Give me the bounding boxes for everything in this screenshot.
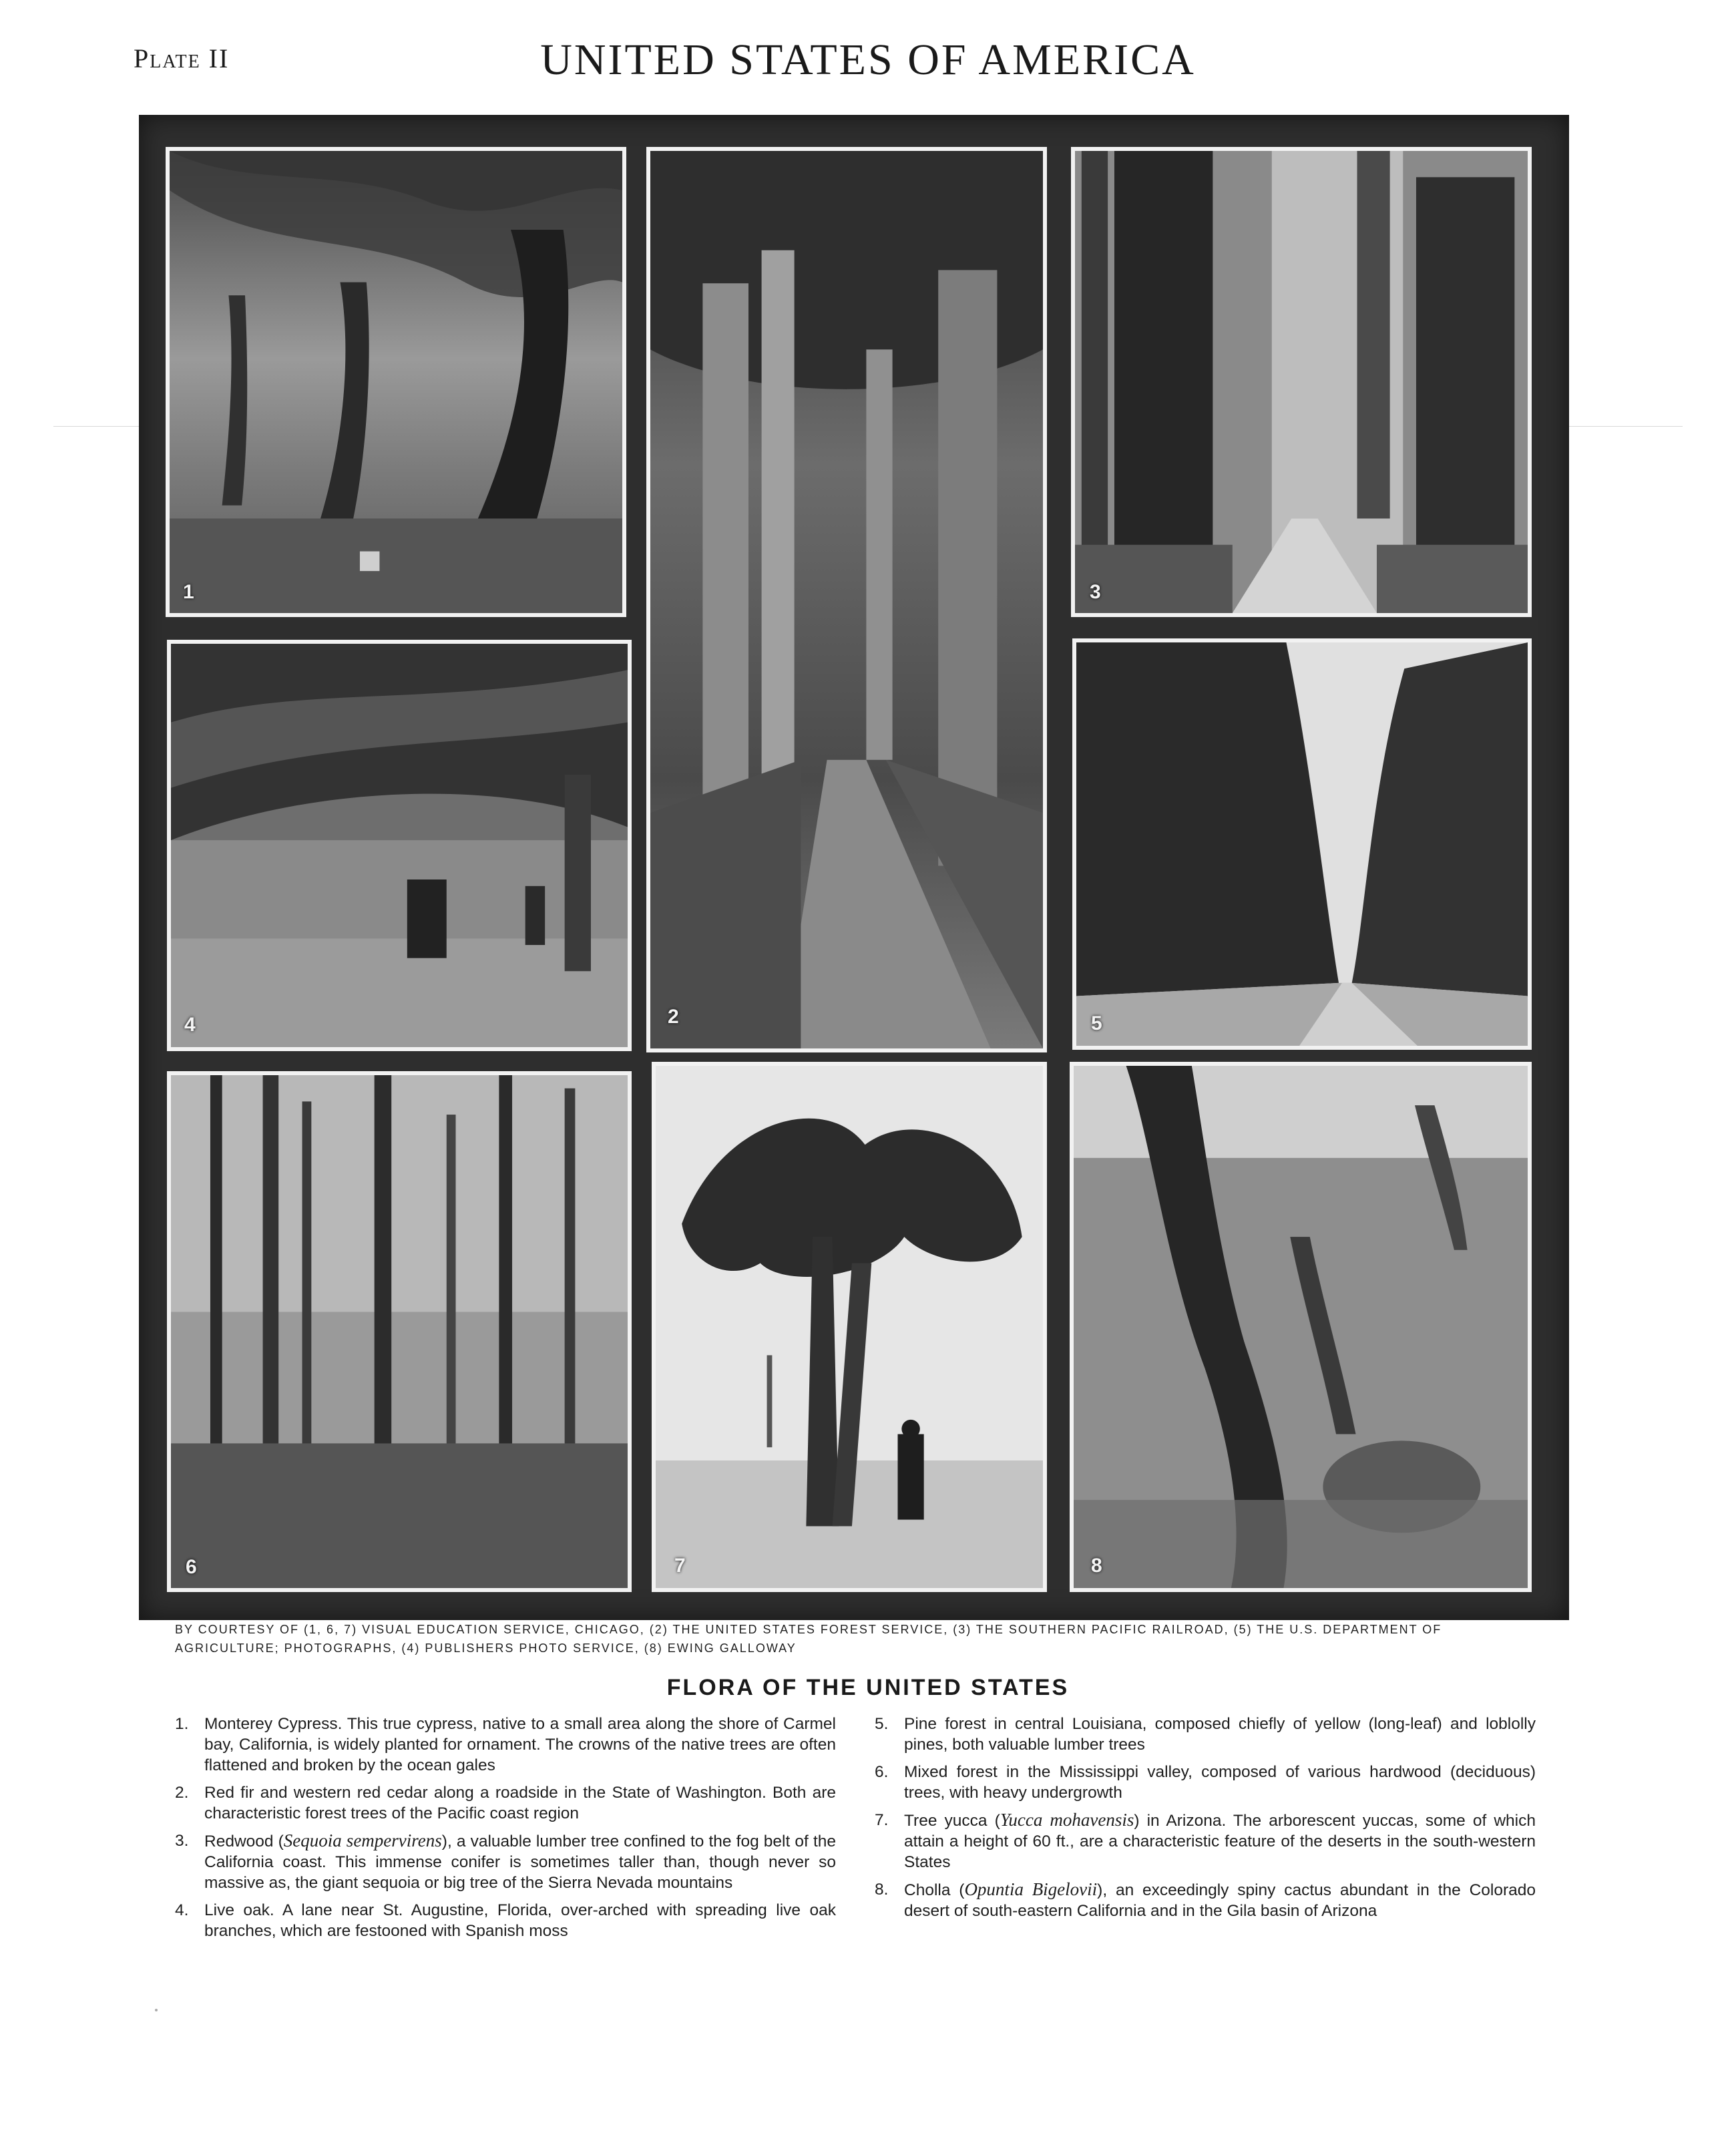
caption-text: Pine forest in central Louisiana, composed chiefly of yellow (long-leaf) and loblolly pines, both valuable lumber trees [904,1715,1536,1754]
photo-1-image [170,151,622,613]
photo-7-number: 7 [674,1555,686,1577]
caption-text: Red fir and western red cedar along a roadside in the State of Washington. Both are characteristic forest trees of the Pacific coast region [204,1784,836,1822]
caption-text-post: ), a valuable lumber tree confined to the fog belt of the California coast. This immense conifer is sometimes taller than, though never so massive as, the giant sequoia or big tree of the Sierra Nevada mountains [204,1832,837,1892]
photo-6-image [171,1075,628,1588]
photo-2-red-fir-cedar [646,147,1047,1052]
photo-credits: BY COURTESY OF (1, 6, 7) VISUAL EDUCATION SERVICE, CHICAGO, (2) THE UNITED STATES FOREST SERVICE, (3) THE SOUTHERN PACIFIC RAILROAD, (5) THE U.S. DEPARTMENT OF AGRICULTURE; PHOTOGRAPHS, (4) PUBLISHERS PHOTO SERVICE, (8) EWING GALLOWAY [175,1623,1442,1655]
caption-number: 6. [875,1763,889,1781]
caption-text-post: ), an exceedingly spiny cactus abundant in the Colorado desert of south-eastern California and in the Gila basin of Arizona [904,1881,1536,1920]
caption-number: 2. [175,1784,189,1802]
scan-speck [155,2009,158,2011]
caption-number: 4. [175,1901,189,1919]
caption-text-pre: Tree yucca ( [904,1812,1000,1830]
photo-1-monterey-cypress [166,147,626,617]
photo-5-number: 5 [1091,1012,1102,1034]
caption-text: Monterey Cypress. This true cypress, native to a small area along the shore of Carmel bay, California, is widely planted for ornament. The crowns of the native trees are often flattened and broken by the ocean gales [204,1715,836,1774]
caption-number: 7. [875,1811,889,1829]
photo-4-number: 4 [184,1014,196,1036]
caption-text-pre: Redwood ( [204,1832,284,1850]
photo-plate [139,115,1569,1620]
caption-item [875,1762,1536,1803]
photo-6-number: 6 [186,1556,197,1578]
caption-title: FLORA OF THE UNITED STATES [666,1675,1070,1700]
photo-3-image [1075,151,1528,613]
caption-species-name: Sequoia sempervirens [283,1830,442,1850]
caption-text: Mixed forest in the Mississippi valley, composed of various hardwood (deciduous) trees, with heavy undergrowth [904,1763,1536,1802]
caption-text-pre: Cholla ( [904,1881,965,1899]
caption-item [875,1810,1536,1873]
photo-7-image [656,1066,1043,1588]
photo-4-image [171,644,628,1047]
photo-2-number: 2 [668,1006,679,1028]
photo-5-image [1076,642,1528,1046]
photo-4-live-oak [167,640,632,1051]
caption-species-name: Opuntia Bigelovii [964,1879,1098,1899]
caption-number: 5. [875,1715,889,1733]
photo-3-redwood [1071,147,1532,617]
caption-species-name: Yucca mohavensis [1000,1810,1134,1830]
caption-number: 3. [175,1832,189,1850]
photo-6-mixed-forest [167,1071,632,1592]
captions-left-column [175,1714,836,1948]
photo-3-number: 3 [1090,581,1101,603]
caption-item [175,1830,836,1893]
caption-number: 8. [875,1881,889,1899]
page-title: UNITED STATES OF AMERICA [540,35,1196,84]
caption-text-post: ) in Arizona. The arborescent yuccas, some of which attain a height of 60 ft., are a characteristic feature of the deserts in the south-western States [904,1812,1536,1871]
caption-item [175,1782,836,1824]
photo-7-tree-yucca [652,1062,1047,1592]
photo-8-number: 8 [1091,1555,1102,1577]
captions-right-column [875,1714,1536,1928]
caption-item [875,1879,1536,1921]
photo-8-image [1074,1066,1528,1588]
caption-item [875,1714,1536,1755]
plate-label: Plate II [134,43,230,73]
photo-2-image [650,151,1043,1048]
caption-text: Live oak. A lane near St. Augustine, Florida, over-arched with spreading live oak branches, which are festooned with Spanish moss [204,1901,836,1940]
photo-1-number: 1 [183,581,194,603]
caption-item [175,1900,836,1941]
photo-5-pine-forest [1072,638,1532,1050]
caption-number: 1. [175,1715,189,1733]
caption-item [175,1714,836,1776]
photo-8-cholla [1070,1062,1532,1592]
